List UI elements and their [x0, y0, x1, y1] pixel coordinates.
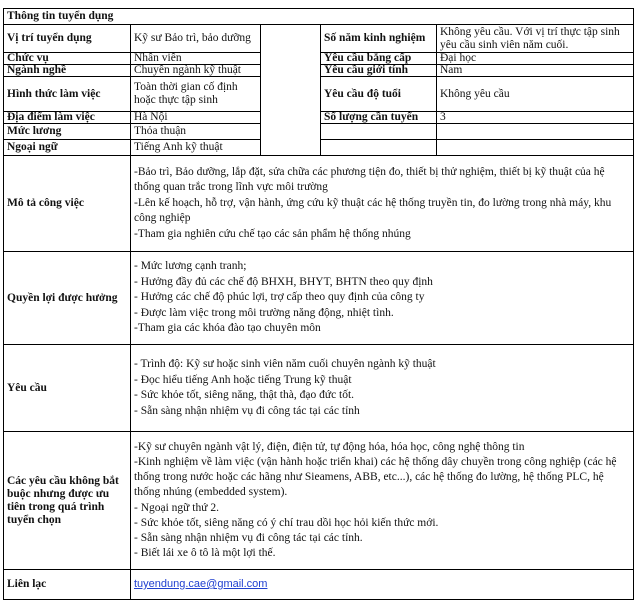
field-label: Ngành nghề — [4, 65, 131, 77]
section-line: -Lên kế hoạch, hỗ trợ, vận hành, ứng cứu kỹ thuật các hệ thống truyền tin, đo lường trong nhà máy, khu — [134, 196, 612, 209]
field-label: Địa điểm làm việc — [4, 112, 131, 124]
section-content — [131, 252, 634, 345]
table-row — [4, 25, 634, 53]
field-label: Hình thức làm việc — [4, 77, 131, 112]
section-line: - Ngoại ngữ thứ 2. — [134, 501, 219, 514]
section-line: -Tham gia các khóa đào tạo chuyên môn — [134, 322, 321, 335]
field-label: Vị trí tuyển dụng — [4, 25, 131, 53]
section-line: thống nhúng (embedded system). — [134, 486, 288, 499]
section-line: - Biết lái xe ô tô là một lợi thế. — [134, 547, 276, 560]
contact-content — [131, 570, 634, 600]
field-label-empty — [321, 140, 437, 156]
section-requirements — [4, 345, 634, 432]
field-value: Thỏa thuận — [131, 124, 261, 140]
field-value: Không yêu cầu. Với vị trí thực tập sinh yêu cầu sinh viên năm cuối. — [437, 25, 634, 53]
spacer-column — [261, 25, 321, 156]
field-value: Đại học — [437, 53, 634, 65]
section-line: -Kinh nghiệm về làm việc (vận hành hoặc triển khai) các hệ thống dây chuyền trong công nghiệp (các hệ — [134, 455, 617, 468]
field-value: Kỹ sư Bảo trì, bảo dưỡng — [131, 25, 261, 53]
section-preferred — [4, 432, 634, 570]
section-label: Quyền lợi được hưởng — [4, 252, 131, 345]
section-label: Yêu cầu — [4, 345, 131, 432]
section-line: công nghiệp — [134, 212, 191, 225]
section-line: - Mức lương cạnh tranh; — [134, 260, 247, 273]
field-value: Không yêu cầu — [437, 77, 634, 112]
section-line: -Tham gia nghiên cứu chế tạo các sản phẩm hệ thống nhúng — [134, 227, 411, 240]
table-title: Thông tin tuyển dụng — [4, 9, 634, 25]
section-line: - Đọc hiểu tiếng Anh hoặc tiếng Trung kỹ thuật — [134, 373, 352, 386]
field-label: Ngoại ngữ — [4, 140, 131, 156]
field-value-empty — [437, 140, 634, 156]
field-label-empty — [321, 124, 437, 140]
field-label: Yêu cầu độ tuổi — [321, 77, 437, 112]
section-line: - Được làm việc trong môi trường năng động, nhiệt tình. — [134, 306, 394, 319]
section-line: - Sẵn sàng nhận nhiệm vụ đi công tác tại các tỉnh. — [134, 531, 363, 544]
section-line: thống trong nước hoặc các hãng như Sieamens, ABB, etc...), các hệ thống đo lường, hệ thống PLC, hệ — [134, 471, 604, 484]
email-link[interactable]: tuyendung.cae@gmail.com — [134, 578, 268, 590]
section-line: thống quan trắc trong lĩnh vực môi trường — [134, 181, 328, 194]
field-label: Số lượng cần tuyển — [321, 112, 437, 124]
section-line: - Hưởng đầy đủ các chế độ BHXH, BHYT, BHTN theo quy định — [134, 275, 433, 288]
section-line: -Bảo trì, Bảo dưỡng, lắp đặt, sửa chữa các phương tiện đo, thiết bị thử nghiệm, thiết bị kỹ thuật của hệ — [134, 165, 605, 178]
section-content — [131, 156, 634, 252]
section-line: - Trình độ: Kỹ sư hoặc sinh viên năm cuối chuyên ngành kỹ thuật — [134, 358, 436, 370]
section-contact — [4, 570, 634, 600]
field-value: Nhân viên — [131, 53, 261, 65]
section-line: - Sức khỏe tốt, siêng năng, thật thà, đạo đức tốt. — [134, 389, 355, 401]
field-label: Mức lương — [4, 124, 131, 140]
section-label: Mô tả công việc — [4, 156, 131, 252]
field-value-empty — [437, 124, 634, 140]
section-line: - Sức khỏe tốt, siêng năng có ý chí trau dồi học hỏi kiến thức mới. — [134, 516, 439, 529]
field-value: 3 — [437, 112, 634, 124]
field-value: Nam — [437, 65, 634, 77]
section-label: Các yêu cầu không bắt buộc nhưng được ưu tiên trong quá trình tuyển chọn — [4, 432, 131, 570]
field-value: Toàn thời gian cố định hoặc thực tập sinh — [131, 77, 261, 112]
section-line: - Hưởng các chế độ phúc lợi, trợ cấp theo quy định của công ty — [134, 291, 425, 304]
section-line: - Sẵn sàng nhận nhiệm vụ đi công tác tại các tỉnh — [134, 404, 360, 417]
job-info-table — [3, 8, 634, 600]
section-content — [131, 432, 634, 570]
section-line: -Kỹ sư chuyên ngành vật lý, điện, điện tử, tự động hóa, hóa học, công nghệ thông tin — [134, 440, 525, 453]
field-label: Số năm kinh nghiệm — [321, 25, 437, 53]
field-value: Chuyên ngành kỹ thuật — [131, 65, 261, 77]
section-content — [131, 345, 634, 432]
field-value: Tiếng Anh kỹ thuật — [131, 140, 261, 156]
field-label: Yêu cầu giới tính — [321, 65, 437, 77]
section-job-description — [4, 156, 634, 252]
contact-label: Liên lạc — [4, 570, 131, 600]
field-label: Chức vụ — [4, 53, 131, 65]
field-label: Yêu cầu bằng cấp — [321, 53, 437, 65]
section-benefits — [4, 252, 634, 345]
field-value: Hà Nội — [131, 112, 261, 124]
